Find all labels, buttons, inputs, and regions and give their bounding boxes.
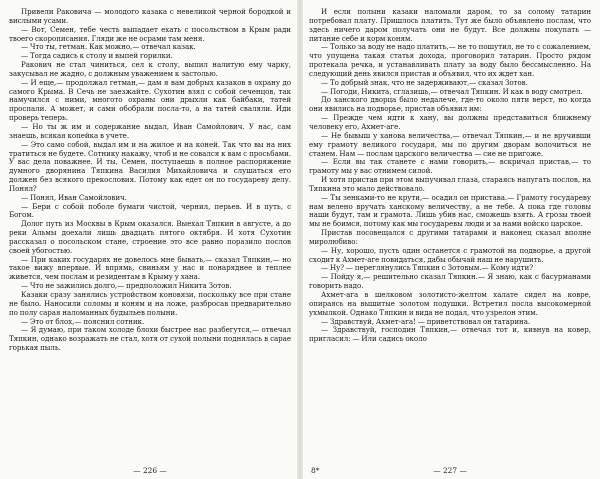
paragraph: И если полыни казаки наломали даром, то за солому татарин потребовал плату. Пришлось платить. Тут же было объявлено послам, что здесь ничего даром получать они не будут. Все должны покупать — питание себе и корм коням. — [309, 8, 591, 43]
paragraph: Привели Раковича — молодого казака с невеликой черной бородкой и вислыми усами. — [9, 8, 291, 25]
paragraph: — Погоди, Никита, сглазишь,— отвечал Тяпкин. И как в воду смотрел. — [321, 86, 583, 96]
paragraph: Ракович не стал чиниться, сел к столу, выпил налитую ему чарку, закусывал не жадно, с должным уважением к застолью. — [9, 60, 291, 78]
paragraph: — Я думаю, при таком холоде блохи быстрее нас разбегутся,— отвечал Тяпкин, однако возражать не стал, хотя от сухой полыни поднялась в сарае горькая пыль. — [9, 325, 291, 353]
paragraph: И хотя пристав при этом выпучивал глаза, стараясь напугать послов, на Тяпкина это мало действовало. — [309, 175, 591, 193]
right-page-footer — [309, 466, 591, 476]
paragraph: — Что ты, гетман. Как можно,— отвечал казак. — [21, 42, 196, 52]
paragraph: — И еще,— продолжал гетман,— дам я вам добрых казаков в охрану до самого Крыма. В Сечь не заезжайте. Сухотин взял с собой сеченцов, так намучился с ними, многото охраны они дрыхли как байбаки, татей проспали. А может, и сами обобрали посла-то, а на татей сваляли. Иди проверь теперь. — [9, 77, 291, 123]
right-page — [309, 8, 591, 464]
paragraph: — Только за воду не надо платить,— не то пошутил, не то с сожалением, что упущена такая статья дохода, проговорил татарин. Просто рядом протекала речка, и устанавливать плату за воду было бессмысленно. На следующий день явился пристав и объявил, что их ждет хан. — [309, 42, 591, 78]
paragraph: Ахмет-ага в шелковом золотисто-желтом халате сидел на ковре, опираясь на вышитые золотом подушки. Встретил посла высокомерной ухмылкой. Однако Тяпкин и вида не подал, что узрелон этим. — [309, 290, 591, 317]
paragraph: — Понял, Иван Самойлович. — [21, 192, 127, 202]
paragraph: — Пойду я,— решительно сказал Тяпкин.— Я знаю, как с басурманами говорить надо. — [309, 272, 591, 291]
paragraph: Долог путь из Москвы в Крым оказался. Выехал Тяпкин в августе, а до реки Альмы доехали лишь двадцать пятого октября. И хотя Сухотин рассказал о посольском стане, строение это все равно поразило послов своей убогостью. — [9, 219, 291, 255]
paragraph: — Здравствуй, Ахмет-ага! — приветствовал он татарина. — [321, 316, 531, 326]
paragraph: — Что не зажились долго,— предположил Никита Зотов. — [21, 281, 232, 291]
paragraph: — Тогда садись к столу и выпей горилки. — [21, 51, 173, 61]
paragraph: До ханского дворца было недалече, где-то около пяти верст, но когда они явились на подворье, пристав объявил им: — [309, 95, 591, 114]
paragraph: — Это от блох,— пояснил сотник. — [21, 316, 145, 326]
page-number-left: — 226 — — [133, 466, 167, 475]
left-page-footer — [9, 466, 291, 476]
left-page — [9, 8, 291, 464]
paragraph: — Вот, Семен, тебе честь выпадает ехать с посольством в Крым ради твоего скорописания. Гляди же не осрами там меня. — [9, 24, 291, 43]
paragraph: — Бери с собой поболе бумаги чистой, чернил, перьев. И в путь, с Богом. — [9, 201, 291, 220]
paragraph: — Это само собой, выдал им и на жилое и на коней. Так что вы на них тратиться не будете. Сотнику накажу, чтоб и не совался к вам с просьбами. У вас дела поважнее. И ты, Семен, поступаешь в полное распоряжение думного дворянина Тяпкина Василия Михайловича и слушаться его должен без всякого прекословия. Потому как едет он по государеву делу. Понял? — [9, 139, 291, 193]
paragraph: — Ты зенками-то не крути,— осадил он пристава.— Грамоту государеву нам велено вручать ханскому величеству, а не тебе. А пока где головы наши будут, там и грамота. Лишь убив нас, сможешь взять. А грозы твоей мы не боимся, потому как мы государевы люди и за нами войско царское. — [309, 192, 591, 229]
page-number-right: — 227 — — [433, 466, 467, 475]
signature-mark: 8* — [311, 466, 320, 475]
paragraph: — Но ты ж им и содержание выдал, Иван Самойлович. У нас, сам знаешь, всякая копейка в учете. — [9, 121, 291, 140]
paragraph: Пристав посовещался с другими татарами и наконец сказал вполне миролюбиво: — [309, 228, 591, 246]
paragraph: — Если вы так станете с нами говорить,— вскричал пристав,— то грамоту мы у вас отнимем силой. — [309, 157, 591, 176]
book-gutter — [297, 0, 303, 479]
paragraph: — Ну? — переглянулись Тяпкин с Зотовым.— Кому идти? — [321, 263, 533, 273]
paragraph: — При каких государях не довелось мне бывать,— сказал Тяпкин,— но такое вижу впервые. И впрямь, свиньям у нас и понаряднее и теплее живется, чем послам и резидентам в Крыму у хана. — [9, 254, 291, 282]
paragraph: — Прежде чем идти к хану, вы должны представиться ближнему человеку его, Ахмет-аге. — [309, 113, 591, 131]
paragraph: — Ну, хорошо, пусть один останется с грамотой на подворье, а другой сходит к Ахмет-аге повидаться, дабы обычай наш не нарушить. — [309, 245, 591, 264]
paragraph: — То добрый знак, что не задерживают,— сказал Зотов. — [321, 77, 528, 87]
paragraph: — Не бывыш у ханова величества,— отвечал Тяпкин,— и не вручивши ему грамоту великого государя, мы по другим дворам волочиться не станем. Нам — послам царского величества — сие не пригоже. — [309, 130, 591, 158]
paragraph: — Здравствуй, господин Тяпкин,— отвечал тот и, кивнув на ковер, пригласил: — Или садись около — [309, 325, 591, 344]
paragraph: Казаки сразу занялись устройством коновязи, поскольку все при стане не было. Наносили соломы и коням и на ложе, разбросав предварительно по полу сарая наломанных будыльев полыни. — [9, 290, 291, 317]
